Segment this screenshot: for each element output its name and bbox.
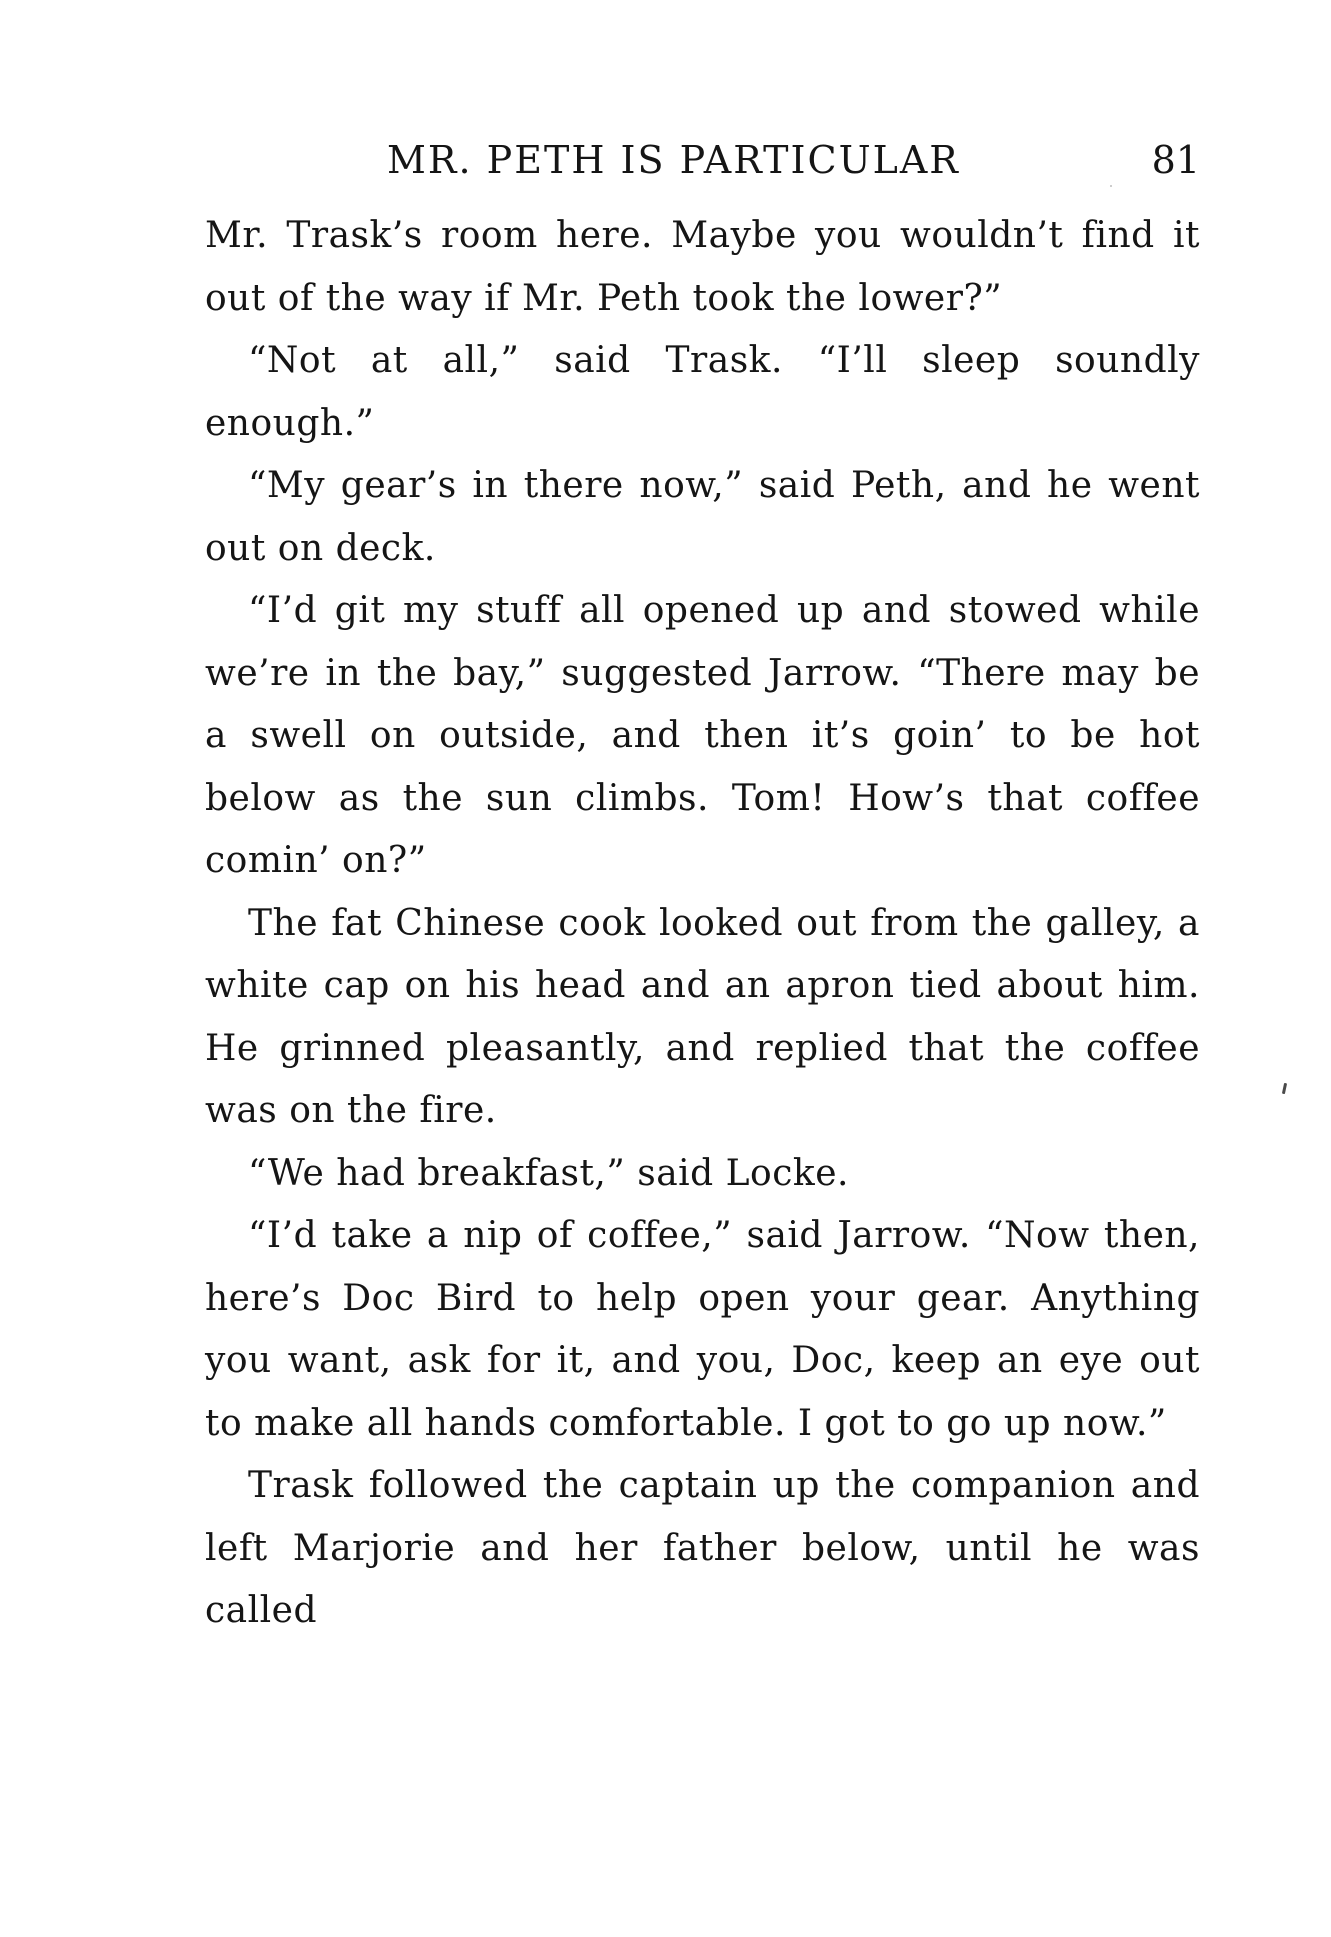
paragraph: Mr. Trask’s room here. Maybe you wouldn’t find it out of the way if Mr. Peth took the lower?”	[205, 215, 1200, 319]
body-text	[205, 205, 1200, 1643]
margin-ink-mark	[1282, 1083, 1287, 1094]
paragraph: Trask followed the captain up the companion and left Marjorie and her father below, until he was called	[205, 1465, 1200, 1631]
paragraph: “My gear’s in there now,” said Peth, and he went out on deck.	[205, 465, 1200, 569]
paragraph: The fat Chinese cook looked out from the galley, a white cap on his head and an apron tied about him. He grinned pleasantly, and replied that the coffee was on the fire.	[205, 902, 1200, 1131]
paragraph: “We had breakfast,” said Locke.	[248, 1152, 849, 1194]
paragraph: “Not at all,” said Trask. “I’ll sleep soundly enough.”	[205, 340, 1200, 444]
paragraph: “I’d take a nip of coffee,” said Jarrow. “Now then, here’s Doc Bird to help open your gear. Anything you want, ask for it, and you, Doc, keep an eye out to make all hands comfortable. I got to go up now.”	[205, 1215, 1200, 1444]
paper-speck	[1110, 185, 1112, 187]
running-title: MR. PETH IS PARTICULAR	[387, 138, 960, 182]
running-head	[205, 130, 1200, 190]
page-number: 81	[1151, 138, 1200, 182]
paragraph: “I’d git my stuff all opened up and stowed while we’re in the bay,” suggested Jarrow. “There may be a swell on outside, and then it’s goin’ to be hot below as the sun climbs. Tom! How’s that coffee comin’ on?”	[205, 590, 1200, 881]
